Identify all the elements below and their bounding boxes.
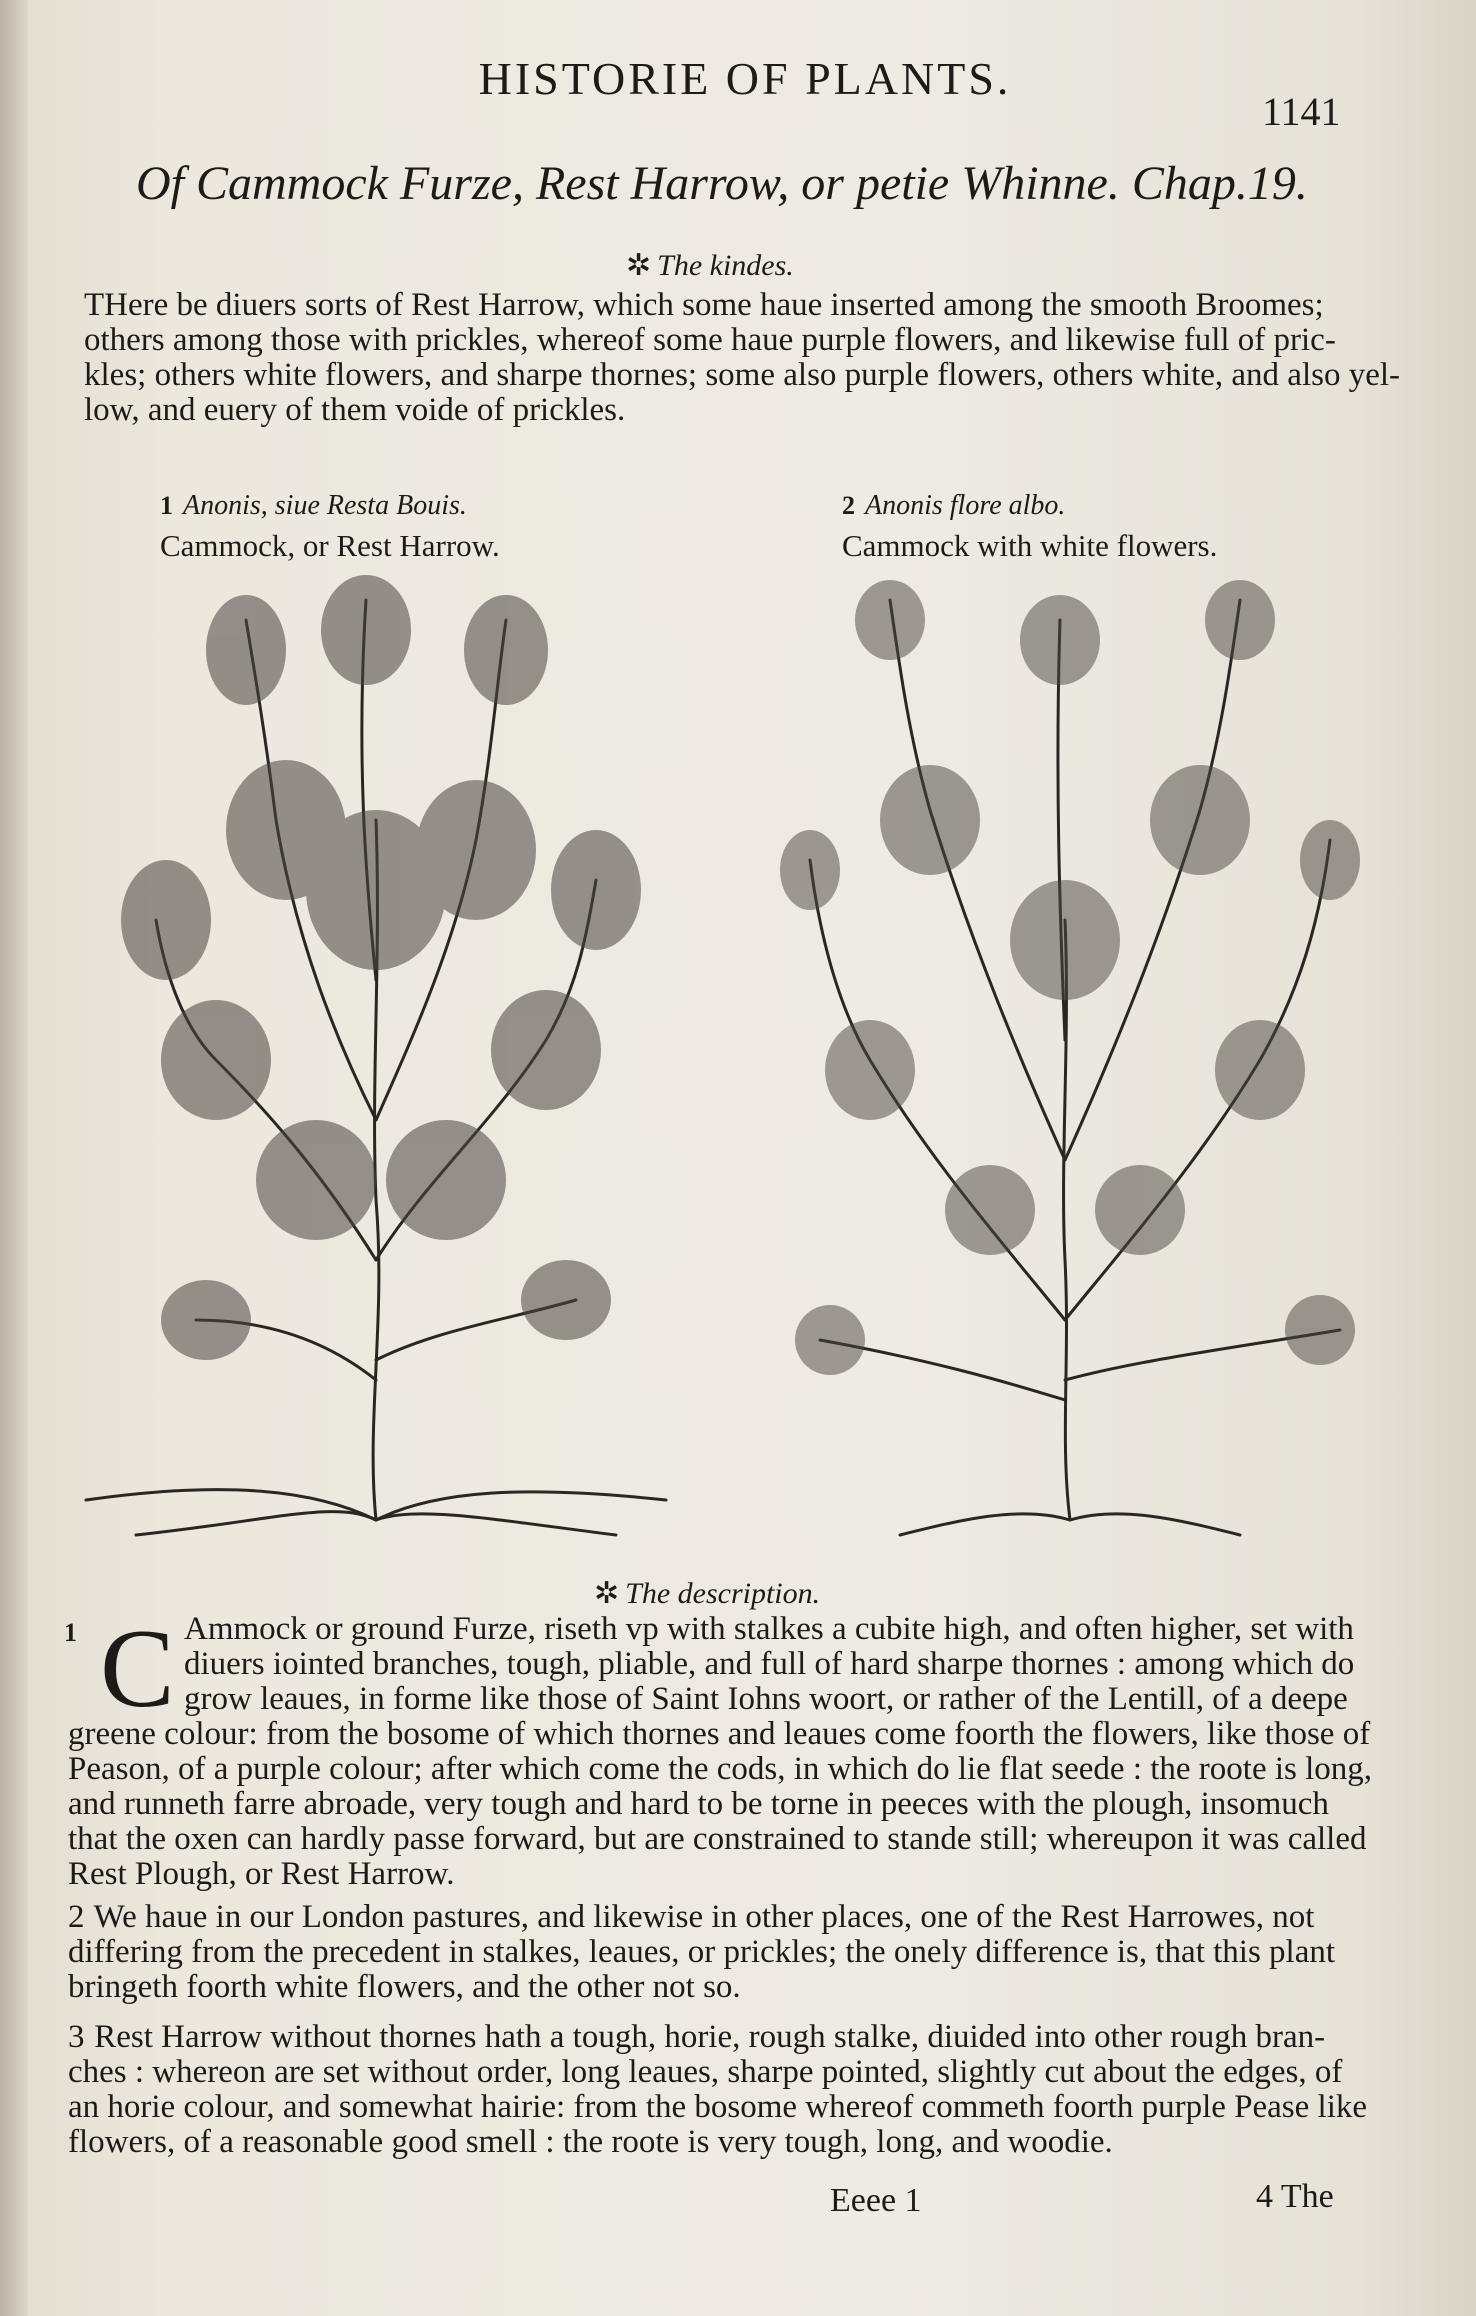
text-line: THere be diuers sorts of Rest Harrow, which some haue inserted among the smooth Broomes; [84, 287, 1324, 323]
text-line: diuers iointed branches, tough, pliable, and full of hard sharpe thornes : among which do [184, 1646, 1355, 1682]
asterism-icon: ✲ [594, 1577, 620, 1610]
paragraph-number: 1 [64, 1618, 77, 1647]
description-paragraph-3 [68, 2020, 1367, 2160]
text-line [68, 1900, 1335, 1935]
description-paragraph-1-lead [184, 1612, 1354, 1717]
figure-english-name: Cammock, or Rest Harrow. [160, 528, 500, 563]
text-line: Rest Plough, or Rest Harrow. [68, 1856, 455, 1892]
description-paragraph-1-body [68, 1717, 1372, 1892]
text-line: differing from the precedent in stalkes, leaues, or prickles; the onely difference is, that this plant [68, 1934, 1336, 1970]
asterism-icon: ✲ [626, 249, 652, 282]
text-line: Peason, of a purple colour; after which come the cods, in which do lie flat seede : the roote is long, [68, 1751, 1373, 1787]
kinds-paragraph [84, 287, 1401, 428]
text-line-content: Rest Harrow without thornes hath a tough, horie, rough stalke, diuided into other rough bran- [94, 2019, 1326, 2055]
text-line: and runneth farre abroade, very tough and hard to be torne in peeces with the plough, insomuch [68, 1786, 1329, 1822]
text-line: greene colour: from the bosome of which thornes and leaues come foorth the flowers, like those of [68, 1716, 1371, 1752]
paragraph-number: 3 [68, 2019, 85, 2055]
text-line [68, 2020, 1367, 2055]
text-line: ches : whereon are set without order, long leaues, sharpe pointed, slightly cut about the edges, of [68, 2054, 1343, 2090]
kinds-heading [626, 248, 794, 283]
figure-number: 2 [842, 491, 855, 520]
text-line-content: We haue in our London pastures, and likewise in other places, one of the Rest Harrowes, not [93, 1899, 1315, 1935]
text-line: an horie colour, and somewhat hairie: from the bosome whereof commeth foorth purple Pease like [68, 2089, 1368, 2125]
description-paragraph-2 [68, 1900, 1335, 2005]
woodcut-plant-cammock-icon [76, 560, 676, 1540]
woodcut-plant-white-cammock-icon [780, 560, 1360, 1540]
figure-caption-1 [160, 488, 500, 564]
figure-caption-2 [842, 488, 1217, 564]
running-head: HISTORIE OF PLANTS. [478, 53, 1012, 104]
figure-latin-name: Anonis flore albo. [865, 490, 1066, 521]
paragraph-number: 2 [68, 1899, 85, 1935]
text-line: low, and euery of them voide of prickles. [84, 392, 626, 428]
text-line: flowers, of a reasonable good smell : the roote is very tough, long, and woodie. [68, 2124, 1113, 2160]
catchword: 4 The [1256, 2178, 1334, 2215]
chapter-title: Of Cammock Furze, Rest Harrow, or petie Whinne. Chap.19. [136, 157, 1308, 210]
text-line: kles; others white flowers, and sharpe thornes; some also purple flowers, others white, and also yel- [84, 357, 1401, 393]
text-line: Ammock or ground Furze, riseth vp with stalkes a cubite high, and often higher, set with [184, 1611, 1354, 1647]
page-gutter-shadow [0, 0, 28, 2316]
description-heading [594, 1576, 820, 1611]
signature-mark: Eeee 1 [830, 2182, 922, 2219]
kinds-heading-text: The kindes. [657, 249, 794, 282]
figure-number: 1 [160, 491, 173, 520]
text-line: grow leaues, in forme like those of Saint Iohns woort, or rather of the Lentill, of a deepe [184, 1681, 1348, 1717]
text-line: others among those with prickles, whereof some haue purple flowers, and likewise full of pric- [84, 322, 1336, 358]
text-line: that the oxen can hardly passe forward, but are constrained to stande still; whereupon it was called [68, 1821, 1367, 1857]
page-number: 1141 [1262, 89, 1341, 134]
figure-latin-name: Anonis, siue Resta Bouis. [183, 490, 467, 521]
figure-english-name: Cammock with white flowers. [842, 528, 1218, 563]
drop-cap: C [100, 1607, 175, 1731]
text-line: bringeth foorth white flowers, and the other not so. [68, 1969, 741, 2005]
description-heading-text: The description. [625, 1577, 821, 1610]
